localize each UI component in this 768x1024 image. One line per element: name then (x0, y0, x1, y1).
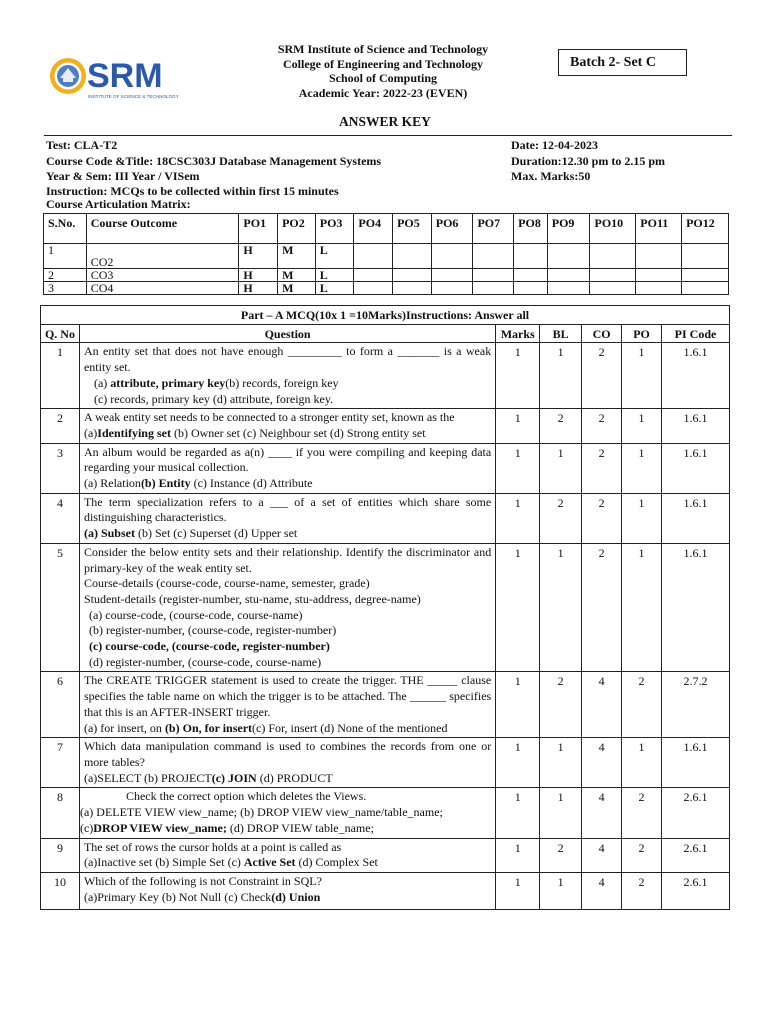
matrix-cell: CO2 (86, 244, 239, 269)
option-label: (a) (83, 425, 98, 440)
matrix-header: PO4 (354, 214, 393, 244)
matrix-cell (354, 269, 393, 282)
question-row (41, 409, 730, 443)
option-text: (a) course-code, (course-code, course-name) (88, 607, 303, 622)
header-pi: PI Code (662, 324, 730, 343)
matrix-header: PO7 (473, 214, 514, 244)
matrix-cell (682, 282, 729, 295)
matrix-cell (431, 244, 473, 269)
header-po: PO (622, 324, 662, 343)
bl-cell: 2 (540, 672, 582, 738)
matrix-row (44, 244, 729, 269)
correct-answer: attribute, primary key (110, 375, 226, 390)
question-number: 5 (41, 543, 80, 672)
matrix-cell (514, 269, 548, 282)
question-text: Which data manipulation command is used to combines the records from one or more tables? (83, 739, 492, 769)
matrix-header: PO9 (547, 214, 590, 244)
header-marks: Marks (496, 324, 540, 343)
pi-cell: 2.7.2 (662, 672, 730, 738)
max-marks: Max. Marks:50 (511, 169, 591, 183)
matrix-cell (354, 282, 393, 295)
entity-line: Student-details (register-number, stu-name, stu-address, degree-name) (83, 591, 421, 606)
option-text: (c) Instance (d) Attribute (190, 476, 313, 491)
bl-cell: 1 (540, 738, 582, 788)
bl-cell: 1 (540, 872, 582, 909)
pi-cell: 1.6.1 (662, 543, 730, 672)
matrix-header: PO12 (682, 214, 729, 244)
matrix-cell: M (278, 244, 316, 269)
matrix-header: Course Outcome (86, 214, 239, 244)
bl-cell: 2 (540, 409, 582, 443)
po-cell: 2 (622, 838, 662, 872)
question-text: The set of rows the cursor holds at a point is called as (83, 839, 342, 854)
divider (44, 135, 732, 136)
question-row (41, 493, 730, 543)
matrix-cell: H (239, 244, 278, 269)
correct-answer: DROP VIEW view_name; (93, 820, 227, 835)
question-number: 6 (41, 672, 80, 738)
question-number: 8 (41, 788, 80, 838)
option-text: (a) Relation (83, 476, 141, 491)
mcq-header-row (41, 324, 730, 343)
matrix-cell: H (239, 269, 278, 282)
batch-box: Batch 2- Set C (558, 49, 687, 76)
academic-year: Academic Year: 2022-23 (EVEN) (298, 85, 468, 100)
question-row (41, 738, 730, 788)
question-cell (79, 838, 495, 872)
matrix-header: PO8 (514, 214, 548, 244)
pi-cell: 1.6.1 (662, 443, 730, 493)
marks-cell: 1 (496, 493, 540, 543)
option-text: (d) Complex Set (295, 855, 378, 870)
srm-logo (48, 56, 179, 104)
matrix-header: PO10 (590, 214, 636, 244)
matrix-header: PO3 (315, 214, 354, 244)
institution-header (228, 42, 538, 100)
matrix-header: PO1 (239, 214, 278, 244)
co-cell: 2 (582, 543, 622, 672)
question-number: 4 (41, 493, 80, 543)
exam-date: Date: 12-04-2023 (511, 138, 598, 152)
question-text: A weak entity set needs to be connected to a stronger entity set, known as the (83, 410, 455, 425)
matrix-cell (514, 244, 548, 269)
question-row (41, 838, 730, 872)
matrix-header: S.No. (44, 214, 87, 244)
po-cell: 1 (622, 409, 662, 443)
matrix-header: PO2 (278, 214, 316, 244)
option-text: (d) DROP VIEW table_name; (226, 820, 374, 835)
po-cell: 1 (622, 493, 662, 543)
question-cell (79, 493, 495, 543)
bl-cell: 1 (540, 788, 582, 838)
matrix-row (44, 269, 729, 282)
option-text: (b) register-number, (course-code, register-number) (88, 623, 337, 638)
pi-cell: 1.6.1 (662, 738, 730, 788)
question-cell (79, 443, 495, 493)
logo-caption: INSTITUTE OF SCIENCE & TECHNOLOGY (88, 94, 179, 99)
matrix-cell: M (278, 269, 316, 282)
correct-answer: (b) Entity (140, 476, 191, 491)
po-cell: 1 (622, 343, 662, 409)
marks-cell: 1 (496, 838, 540, 872)
question-number: 3 (41, 443, 80, 493)
matrix-header: PO6 (431, 214, 473, 244)
marks-cell: 1 (496, 409, 540, 443)
marks-cell: 1 (496, 738, 540, 788)
question-number: 10 (41, 872, 80, 909)
co-cell: 4 (582, 738, 622, 788)
question-row (41, 872, 730, 909)
matrix-cell (682, 269, 729, 282)
pi-cell: 2.6.1 (662, 872, 730, 909)
correct-answer: (d) Union (271, 889, 321, 904)
question-row (41, 672, 730, 738)
option-text: (b) Owner set (c) Neighbour set (d) Strong entity set (170, 425, 426, 440)
matrix-cell (547, 282, 590, 295)
bl-cell: 2 (540, 838, 582, 872)
marks-cell: 1 (496, 543, 540, 672)
matrix-cell (473, 244, 514, 269)
matrix-cell (431, 269, 473, 282)
bl-cell: 1 (540, 343, 582, 409)
option-text: (b) records, foreign key (225, 375, 339, 390)
marks-cell: 1 (496, 443, 540, 493)
question-row (41, 543, 730, 672)
question-text: Check the correct option which deletes the Views. (125, 789, 367, 804)
co-cell: 2 (582, 343, 622, 409)
co-cell: 2 (582, 443, 622, 493)
option-label: (c) (79, 820, 94, 835)
matrix-header: PO11 (636, 214, 682, 244)
matrix-cell (514, 282, 548, 295)
question-row (41, 788, 730, 838)
question-cell (79, 672, 495, 738)
matrix-cell: 2 (44, 269, 87, 282)
question-cell (79, 409, 495, 443)
exam-info-right (511, 138, 731, 185)
mcq-table (40, 305, 730, 910)
co-cell: 2 (582, 409, 622, 443)
matrix-cell (354, 244, 393, 269)
question-cell (79, 738, 495, 788)
option-label: (a) (93, 375, 111, 390)
question-cell (79, 343, 495, 409)
matrix-cell: 3 (44, 282, 87, 295)
articulation-matrix (43, 213, 729, 295)
po-cell: 1 (622, 738, 662, 788)
institution-name: SRM Institute of Science and Technology (277, 42, 489, 56)
question-number: 9 (41, 838, 80, 872)
question-number: 2 (41, 409, 80, 443)
part-title: Part – A MCQ(10x 1 =10Marks)Instructions: Answer all (41, 306, 730, 325)
matrix-cell: 1 (44, 244, 87, 269)
header-qno: Q. No (41, 324, 80, 343)
matrix-cell (431, 282, 473, 295)
po-cell: 2 (622, 872, 662, 909)
matrix-cell (590, 244, 636, 269)
pi-cell: 2.6.1 (662, 838, 730, 872)
bl-cell: 1 (540, 443, 582, 493)
question-text: The term specialization refers to a ___ of a set of entities which share some distinguishing characteristics. (83, 494, 492, 525)
option-text: (a)Inactive set (b) Simple Set (c) (83, 855, 244, 870)
po-cell: 1 (622, 543, 662, 672)
option-text: (a)Primary Key (b) Not Null (c) Check (83, 889, 272, 904)
matrix-cell: M (278, 282, 316, 295)
exam-info-left (46, 138, 506, 211)
question-cell (79, 788, 495, 838)
po-cell: 2 (622, 672, 662, 738)
option-text: (c) For, insert (d) None of the mentioned (252, 720, 448, 735)
matrix-cell (636, 269, 682, 282)
option-text: (d) register-number, (course-code, course-name) (88, 654, 322, 669)
matrix-row (44, 282, 729, 295)
matrix-cell (636, 282, 682, 295)
pi-cell: 1.6.1 (662, 343, 730, 409)
matrix-cell: CO4 (86, 282, 239, 295)
matrix-cell (547, 269, 590, 282)
option-text: (a)SELECT (b) PROJECT (83, 770, 212, 785)
header-question: Question (79, 324, 495, 343)
matrix-cell (393, 269, 432, 282)
question-text: An entity set that does not have enough _________ to form a _______ is a weak entity set. (83, 344, 492, 375)
matrix-cell: L (315, 244, 354, 269)
bl-cell: 1 (540, 543, 582, 672)
matrix-cell (393, 244, 432, 269)
question-row (41, 443, 730, 493)
question-text: The CREATE TRIGGER statement is used to create the trigger. THE _____ clause specifies the table name on which the trigger is to be attached. The ______ specifies that this is an AFTER-INSERT trigger. (83, 673, 492, 719)
po-cell: 2 (622, 788, 662, 838)
matrix-cell (590, 269, 636, 282)
pi-cell: 1.6.1 (662, 409, 730, 443)
matrix-cell (636, 244, 682, 269)
logo-text: SRM (87, 57, 163, 95)
matrix-cell (393, 282, 432, 295)
co-cell: 4 (582, 838, 622, 872)
matrix-cell: CO3 (86, 269, 239, 282)
marks-cell: 1 (496, 672, 540, 738)
correct-answer: (b) On, for insert (164, 720, 253, 735)
entity-line: Course-details (course-code, course-name, semester, grade) (83, 576, 370, 591)
option-text: (b) Set (c) Superset (d) Upper set (134, 526, 298, 541)
college-name: College of Engineering and Technology (282, 56, 484, 71)
test-name: Test: CLA-T2 (46, 138, 118, 152)
matrix-cell (473, 282, 514, 295)
correct-answer: (c) course-code, (course-code, register-number) (88, 639, 330, 654)
course-title: Course Code &Title: 18CSC303J Database Management Systems (46, 153, 382, 168)
correct-answer: Active Set (243, 855, 296, 870)
question-cell (79, 543, 495, 672)
header-bl: BL (540, 324, 582, 343)
co-cell: 2 (582, 493, 622, 543)
marks-cell: 1 (496, 788, 540, 838)
matrix-header-row (44, 214, 729, 244)
co-cell: 4 (582, 672, 622, 738)
co-cell: 4 (582, 872, 622, 909)
bl-cell: 2 (540, 493, 582, 543)
question-number: 7 (41, 738, 80, 788)
matrix-cell (473, 269, 514, 282)
option-text: (a) for insert, on (83, 720, 165, 735)
exam-duration: Duration:12.30 pm to 2.15 pm (511, 153, 666, 168)
pi-cell: 1.6.1 (662, 493, 730, 543)
co-cell: 4 (582, 788, 622, 838)
question-text: Which of the following is not Constraint in SQL? (83, 873, 322, 888)
option-text: (d) PRODUCT (256, 770, 333, 785)
pi-cell: 2.6.1 (662, 788, 730, 838)
matrix-title: Course Articulation Matrix: (46, 196, 191, 211)
instruction: Instruction: MCQs to be collected within first 15 minutes (46, 183, 339, 198)
answer-key-title: ANSWER KEY (339, 114, 431, 129)
question-row (41, 343, 730, 409)
matrix-cell (682, 244, 729, 269)
header-co: CO (582, 324, 622, 343)
question-text: Consider the below entity sets and their relationship. Identify the discriminator and primary-key of the weak entity set. (83, 544, 492, 575)
matrix-header: PO5 (393, 214, 432, 244)
matrix-cell (547, 244, 590, 269)
matrix-cell: L (315, 269, 354, 282)
year-sem: Year & Sem: III Year / VISem (46, 169, 200, 183)
correct-answer: (c) JOIN (211, 770, 257, 785)
matrix-cell: L (315, 282, 354, 295)
question-cell (79, 872, 495, 909)
marks-cell: 1 (496, 343, 540, 409)
marks-cell: 1 (496, 872, 540, 909)
school-name: School of Computing (328, 71, 438, 85)
po-cell: 1 (622, 443, 662, 493)
question-text: An album would be regarded as a(n) ____ if you were compiling and keeping data regarding your musical collection. (83, 444, 492, 475)
option-text: (c) records, primary key (d) attribute, foreign key. (93, 391, 334, 406)
correct-answer: (a) Subset (83, 526, 135, 541)
question-number: 1 (41, 343, 80, 409)
matrix-cell: H (239, 282, 278, 295)
part-title-row (41, 306, 730, 325)
option-text: (a) DELETE VIEW view_name; (b) DROP VIEW view_name/table_name; (79, 805, 443, 820)
correct-answer: Identifying set (97, 425, 171, 440)
matrix-cell (590, 282, 636, 295)
